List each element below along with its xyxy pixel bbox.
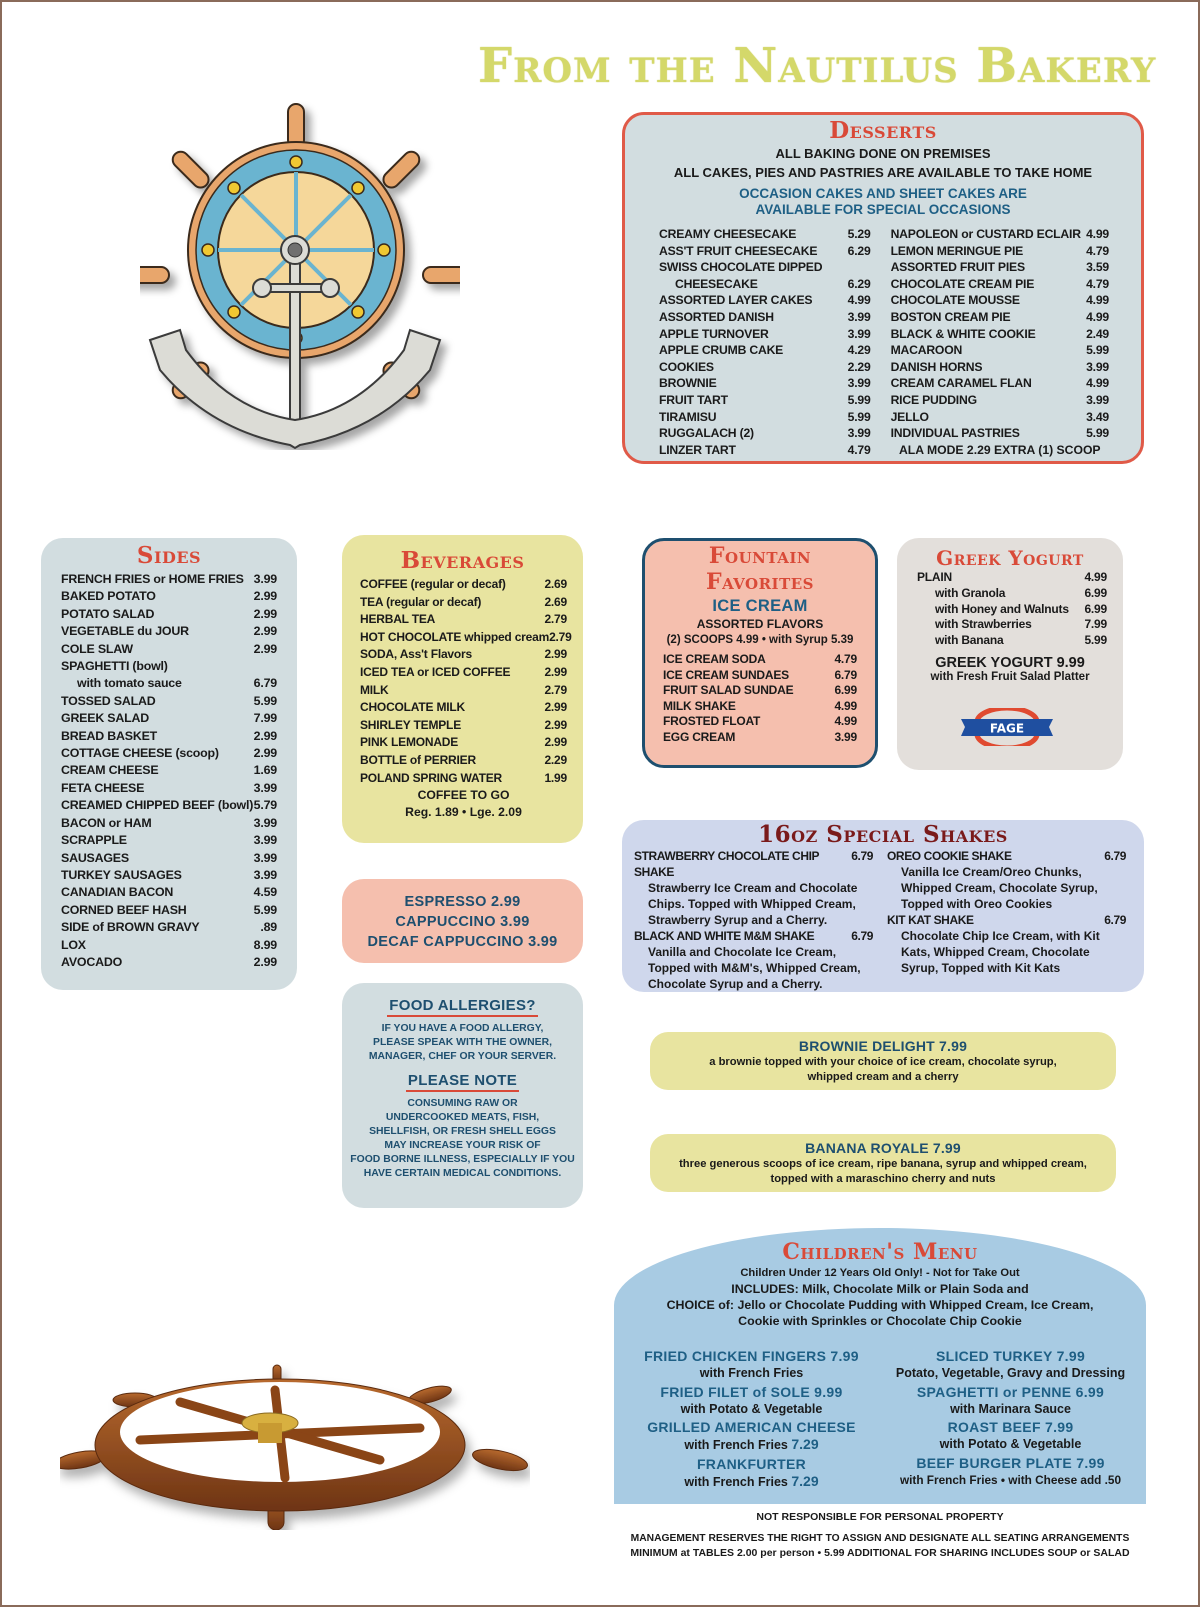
menu-item: CREAM CARAMEL FLAN 4.99 — [890, 376, 1109, 391]
menu-item: TOSSED SALAD 5.99 — [61, 693, 277, 708]
kids-item: ROAST BEEF 7.99 — [947, 1419, 1074, 1435]
footer-seating: MANAGEMENT RESERVES THE RIGHT TO ASSIGN AND DESIGNATE ALL SEATING ARRANGEMENTS — [630, 1533, 1130, 1544]
allergies-panel — [342, 983, 583, 1208]
menu-item: HOT CHOCOLATE whipped cream 2.79 — [360, 629, 572, 644]
menu-item: SHIRLEY TEMPLE 2.99 — [360, 717, 567, 732]
brownie-title: BROWNIE DELIGHT 7.99 — [798, 1038, 968, 1054]
menu-item: BREAD BASKET 2.99 — [61, 728, 277, 743]
menu-item: BOTTLE of PERRIER 2.29 — [360, 752, 567, 767]
menu-item: TURKEY SAUSAGES 3.99 — [61, 867, 277, 882]
menu-item: SIDE of BROWN GRAVY .89 — [61, 920, 277, 935]
shake-desc: Strawberry Ice Cream and Chocolate Chips. Topped with Whipped Cream, Strawberry Syrup and a Cherry. — [648, 881, 858, 927]
childrens-note: Cookie with Sprinkles or Chocolate Chip Cookie — [738, 1314, 1022, 1328]
menu-item: ICE CREAM SUNDAES 6.79 — [663, 667, 857, 682]
menu-item: CHEESECAKE 6.29 — [675, 276, 871, 291]
menu-item: ASSORTED LAYER CAKES 4.99 — [659, 293, 871, 308]
shakes-title: 16oz Special Shakes — [758, 821, 1008, 848]
menu-item: GREEK SALAD 7.99 — [61, 711, 277, 726]
occasion-note: OCCASION CAKES AND SHEET CAKES ARE — [739, 186, 1027, 201]
allergies-text: IF YOU HAVE A FOOD ALLERGY, PLEASE SPEAK WITH THE OWNER, MANAGER, CHEF OR YOUR SERVER. — [368, 1023, 557, 1062]
menu-item: BACON or HAM 3.99 — [61, 815, 277, 830]
kids-item-desc: with Potato & Vegetable — [939, 1437, 1082, 1451]
kids-item-desc: with French Fries 7.29 — [684, 1436, 819, 1452]
banana-desc: topped with a maraschino cherry and nuts — [770, 1172, 996, 1185]
menu-item: CHOCOLATE MOUSSE 4.99 — [890, 293, 1109, 308]
menu-item: with Banana 5.99 — [935, 633, 1107, 648]
menu-item: INDIVIDUAL PASTRIES 5.99 — [890, 426, 1109, 441]
page-title: From the Nautilus Bakery — [478, 38, 1157, 94]
desserts-note: ALL BAKING DONE ON PREMISES — [775, 146, 991, 161]
menu-item: CREAMED CHIPPED BEEF (bowl) 5.79 — [61, 798, 277, 813]
please-note-title: PLEASE NOTE — [406, 1072, 519, 1092]
wooden-ship-wheel-icon — [60, 1320, 530, 1530]
yogurt-platter-title: GREEK YOGURT 9.99 — [935, 654, 1085, 671]
menu-item: CHOCOLATE CREAM PIE 4.79 — [890, 276, 1109, 291]
kids-item-desc: with Potato & Vegetable — [680, 1401, 823, 1416]
fountain-panel — [642, 538, 878, 768]
desserts-title: Desserts — [829, 117, 937, 144]
kids-item-desc: with French Fries — [699, 1366, 804, 1380]
menu-item: POLAND SPRING WATER 1.99 — [360, 770, 567, 785]
ice-cream-heading: ICE CREAM — [712, 597, 808, 615]
espresso-line: CAPPUCCINO 3.99 — [395, 914, 530, 930]
menu-item: CREAM CHEESE 1.69 — [61, 763, 277, 778]
menu-item: COLE SLAW 2.99 — [61, 641, 277, 656]
menu-item: ASSORTED DANISH 3.99 — [659, 309, 871, 324]
occasion-note: AVAILABLE FOR SPECIAL OCCASIONS — [755, 202, 1011, 217]
menu-item: FRUIT SALAD SUNDAE 6.99 — [663, 683, 857, 697]
menu-item: PLAIN 4.99 — [917, 570, 1107, 584]
shake-item: OREO COOKIE SHAKE 6.79 — [887, 849, 1126, 863]
footer-minimum: MINIMUM at TABLES 2.00 per person • 5.99 ADDITIONAL FOR SHARING INCLUDES SOUP or SALAD — [630, 1547, 1130, 1559]
menu-item: JELLO 3.49 — [890, 409, 1109, 424]
menu-item: SPAGHETTI (bowl) — [61, 659, 168, 674]
childrens-menu-panel — [614, 1228, 1146, 1504]
menu-item: LINZER TART 4.79 — [659, 442, 871, 457]
menu-item: with Granola 6.99 — [935, 585, 1107, 600]
svg-text:FAGE: FAGE — [989, 721, 1025, 736]
menu-item: COOKIES 2.29 — [659, 359, 871, 374]
shake-desc: Chocolate Chip Ice Cream, with Kit Kats, Whipped Cream, Chocolate Syrup, Topped with Kit Kats — [901, 929, 1100, 975]
menu-item: NAPOLEON or CUSTARD ECLAIR 4.99 — [890, 227, 1109, 241]
shake-desc: Vanilla and Chocolate Ice Cream, Topped with M&M's, Whipped Cream, Chocolate Syrup and a Cherry. — [648, 945, 861, 991]
menu-item: with Strawberries 7.99 — [935, 617, 1107, 632]
menu-item: FROSTED FLOAT 4.99 — [663, 714, 857, 728]
menu-item: LEMON MERINGUE PIE 4.79 — [890, 243, 1109, 258]
coffee-to-go-prices: Reg. 1.89 • Lge. 2.09 — [405, 804, 522, 819]
desserts-panel — [622, 112, 1144, 464]
menu-item: ASSORTED FRUIT PIES 3.59 — [890, 260, 1109, 275]
menu-item: POTATO SALAD 2.99 — [61, 606, 277, 621]
menu-item: AVOCADO 2.99 — [61, 954, 277, 969]
yogurt-platter-desc: with Fresh Fruit Salad Platter — [930, 670, 1090, 683]
kids-item: FRIED CHICKEN FINGERS 7.99 — [644, 1348, 859, 1364]
kids-item: SLICED TURKEY 7.99 — [935, 1348, 1086, 1364]
menu-item: RUGGALACH (2) 3.99 — [659, 426, 871, 441]
kids-item: GRILLED AMERICAN CHEESE — [647, 1419, 856, 1435]
greek-yogurt-title: Greek Yogurt — [936, 546, 1084, 570]
menu-item: with Honey and Walnuts 6.99 — [935, 601, 1107, 616]
sides-title: Sides — [136, 542, 202, 569]
menu-item: CANADIAN BACON 4.59 — [61, 885, 277, 900]
coffee-to-go-title: COFFEE TO GO — [417, 788, 510, 803]
espresso-line: ESPRESSO 2.99 — [404, 894, 521, 910]
desserts-note: ALL CAKES, PIES AND PASTRIES ARE AVAILABLE TO TAKE HOME — [673, 165, 1093, 180]
beverages-panel — [342, 535, 583, 843]
shake-item: KIT KAT SHAKE 6.79 — [887, 913, 1126, 927]
menu-item: SODA, Ass't Flavors 2.99 — [360, 647, 567, 662]
menu-item: APPLE CRUMB CAKE 4.29 — [659, 343, 871, 358]
fountain-title: Fountain Favorites — [705, 543, 815, 595]
menu-item: CREAMY CHEESECAKE 5.29 — [659, 227, 871, 241]
allergies-title: FOOD ALLERGIES? — [387, 997, 537, 1017]
please-note-text: CONSUMING RAW OR UNDERCOOKED MEATS, FISH, SHELLFISH, OR FRESH SHELL EGGS MAY INCREASE YOUR RISK OF FOOD BORNE ILLNESS, ESPECIALLY IF YOU HAVE CERTAIN MEDICAL CONDITIONS. — [350, 1098, 575, 1179]
kids-item: FRANKFURTER — [696, 1455, 807, 1472]
menu-item: TEA (regular or decaf) 2.69 — [360, 594, 567, 609]
menu-item: TIRAMISU 5.99 — [659, 409, 871, 424]
espresso-panel — [342, 879, 583, 963]
menu-item: FRUIT TART 5.99 — [659, 392, 871, 407]
scoops-price: (2) SCOOPS 4.99 • with Syrup 5.39 — [666, 634, 854, 646]
kids-item: FRIED FILET of SOLE 9.99 — [660, 1383, 843, 1400]
espresso-line: DECAF CAPPUCCINO 3.99 — [367, 934, 558, 950]
shake-item: STRAWBERRY CHOCOLATE CHIP SHAKE 6.79 — [634, 849, 873, 879]
menu-item: CORNED BEEF HASH 5.99 — [61, 902, 277, 917]
menu-item: APPLE TURNOVER 3.99 — [659, 326, 871, 341]
shake-desc: Vanilla Ice Cream/Oreo Chunks, Whipped Cream, Chocolate Syrup, Topped with Oreo Cookies — [901, 865, 1098, 911]
banana-royale-panel — [650, 1134, 1116, 1192]
menu-item: DANISH HORNS 3.99 — [890, 359, 1109, 374]
kids-item-desc: with Marinara Sauce — [950, 1401, 1071, 1416]
menu-item: BOSTON CREAM PIE 4.99 — [890, 309, 1109, 324]
childrens-note: INCLUDES: Milk, Chocolate Milk or Plain Soda and — [731, 1282, 1029, 1296]
ship-wheel-anchor-icon — [140, 100, 460, 450]
menu-item: BLACK & WHITE COOKIE 2.49 — [890, 326, 1109, 341]
menu-item: FETA CHEESE 3.99 — [61, 780, 277, 795]
menu-item: with tomato sauce 6.79 — [77, 676, 277, 691]
brownie-delight-panel — [650, 1032, 1116, 1090]
brownie-desc: a brownie topped with your choice of ice cream, chocolate syrup, — [709, 1056, 1057, 1068]
menu-item: MILK SHAKE 4.99 — [663, 698, 857, 713]
menu-item: PINK LEMONADE 2.99 — [360, 735, 567, 750]
menu-item: ICE CREAM SODA 4.79 — [663, 652, 857, 666]
menu-item: CHOCOLATE MILK 2.99 — [360, 700, 567, 715]
greek-yogurt-panel — [897, 538, 1123, 770]
menu-item: SWISS CHOCOLATE DIPPED — [659, 260, 823, 275]
menu-item: SAUSAGES 3.99 — [61, 850, 277, 865]
menu-item: BROWNIE 3.99 — [659, 376, 871, 391]
childrens-note: Children Under 12 Years Old Only! - Not for Take Out — [740, 1267, 1020, 1279]
menu-item: EGG CREAM 3.99 — [663, 729, 857, 744]
menu-item: HERBAL TEA 2.79 — [360, 612, 567, 627]
beverages-title: Beverages — [400, 547, 525, 574]
shake-item: BLACK AND WHITE M&M SHAKE 6.79 — [634, 929, 873, 943]
kids-item-desc: Potato, Vegetable, Gravy and Dressing — [895, 1366, 1126, 1380]
menu-item: FRENCH FRIES or HOME FRIES 3.99 — [61, 572, 277, 586]
kids-item-desc: with French Fries 7.29 — [684, 1472, 819, 1489]
menu-item: SCRAPPLE 3.99 — [61, 833, 277, 848]
menu-item: MACAROON 5.99 — [890, 343, 1109, 358]
sides-panel — [41, 538, 297, 990]
kids-item-desc: with French Fries • with Cheese add .50 — [899, 1472, 1122, 1487]
shakes-panel — [622, 820, 1144, 992]
assorted-flavors: ASSORTED FLAVORS — [696, 617, 824, 631]
menu-item: LOX 8.99 — [61, 937, 277, 952]
menu-item: RICE PUDDING 3.99 — [890, 392, 1109, 407]
menu-item: COTTAGE CHEESE (scoop) 2.99 — [61, 746, 277, 761]
menu-item: ASS'T FRUIT CHEESECAKE 6.29 — [659, 243, 871, 258]
menu-item: ICED TEA or ICED COFFEE 2.99 — [360, 664, 567, 679]
childrens-menu-title: Children's Menu — [782, 1239, 978, 1265]
menu-item: COFFEE (regular or decaf) 2.69 — [360, 577, 567, 591]
childrens-note: CHOICE of: Jello or Chocolate Pudding with Whipped Cream, Ice Cream, — [666, 1298, 1094, 1312]
fage-logo-icon — [957, 708, 1057, 746]
footer-disclaimer: NOT RESPONSIBLE FOR PERSONAL PROPERTY — [756, 1511, 1004, 1523]
menu-item: VEGETABLE du JOUR 2.99 — [61, 624, 277, 639]
banana-title: BANANA ROYALE 7.99 — [805, 1140, 961, 1156]
banana-desc: three generous scoops of ice cream, ripe banana, syrup and whipped cream, — [679, 1158, 1087, 1170]
menu-item: MILK 2.79 — [360, 682, 567, 697]
ala-mode-note: ALA MODE 2.29 EXTRA (1) SCOOP — [898, 442, 1101, 457]
brownie-desc: whipped cream and a cherry — [807, 1070, 959, 1083]
kids-item: BEEF BURGER PLATE 7.99 — [916, 1454, 1105, 1471]
kids-item: SPAGHETTI or PENNE 6.99 — [916, 1383, 1105, 1400]
footer — [614, 1510, 1146, 1560]
menu-item: BAKED POTATO 2.99 — [61, 589, 277, 604]
